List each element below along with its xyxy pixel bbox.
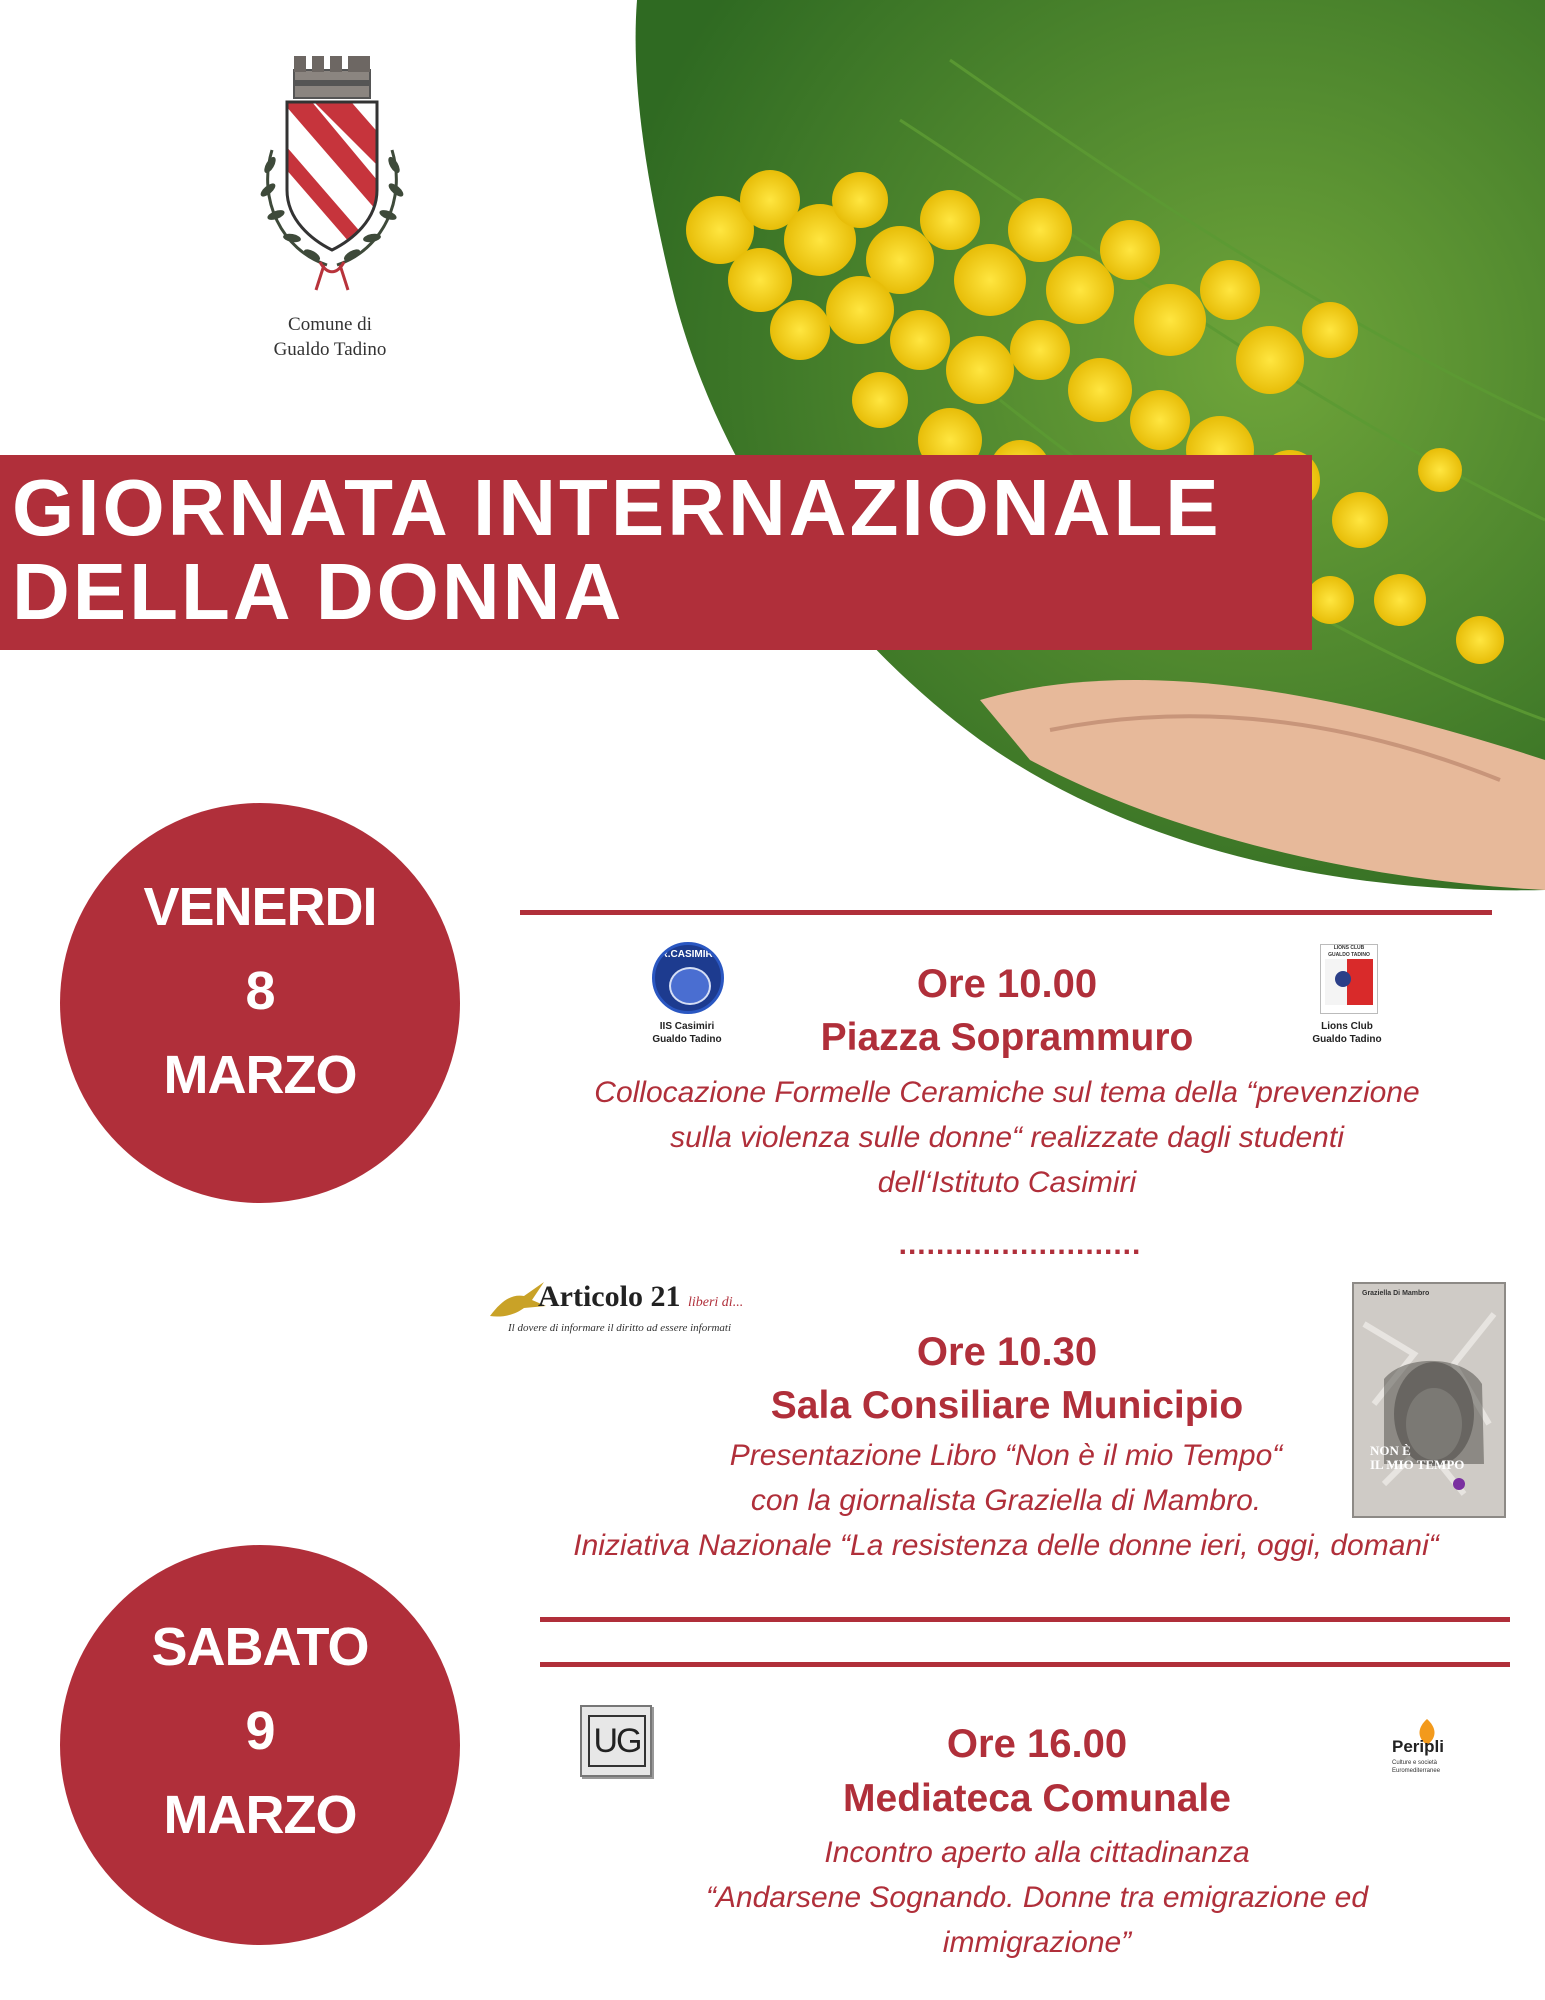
- event3-desc-line3: immigrazione”: [942, 1926, 1132, 1959]
- lions-emblem-icon: [1335, 971, 1351, 987]
- casimiri-caption-line2: Gualdo Tadino: [652, 1034, 722, 1045]
- date-badge-day1: [60, 803, 460, 1203]
- day1-weekday: VENERDI: [143, 877, 377, 937]
- peripli-sub1: Culture e società: [1392, 1760, 1438, 1766]
- divider-middle-1: [540, 1617, 1510, 1622]
- event2-place: Sala Consiliare Municipio: [770, 1384, 1244, 1427]
- lions-caption-line1: Lions Club: [1321, 1021, 1373, 1032]
- peripli-logo: [1388, 1725, 1478, 1779]
- date-badge-day2: [60, 1545, 460, 1945]
- event1-desc-line3: dell‘Istituto Casimiri: [877, 1166, 1137, 1199]
- articolo21-logo: [488, 1278, 758, 1338]
- event3-desc-line1: Incontro aperto alla cittadinanza: [824, 1836, 1250, 1869]
- title-line2: DELLA DONNA: [12, 547, 625, 636]
- lions-club-logo: [1320, 944, 1378, 1014]
- event2-desc-line3: Iniziativa Nazionale “La resistenza delle donne ieri, oggi, domani“: [573, 1529, 1439, 1562]
- book-author: Graziella Di Mambro: [1362, 1290, 1430, 1297]
- event1-desc-line2: sulla violenza sulle donne“ realizzate dagli studenti: [670, 1121, 1344, 1154]
- peripli-sub2: Euromediterranee: [1392, 1768, 1441, 1774]
- book-title-line2: IL MIO TEMPO: [1370, 1457, 1465, 1472]
- day1-day: 8: [245, 961, 275, 1021]
- event2-time: Ore 10.30: [916, 1330, 1098, 1374]
- articolo21-suffix: liberi di...: [687, 1295, 744, 1310]
- event3-place: Mediateca Comunale: [843, 1777, 1231, 1820]
- book-title-line1: NON È: [1370, 1443, 1411, 1458]
- day1-month: MARZO: [163, 1045, 357, 1105]
- lions-badge-line2: GUALDO TADINO: [1328, 952, 1370, 958]
- day2-weekday: SABATO: [151, 1617, 369, 1677]
- day2-month: MARZO: [163, 1785, 357, 1845]
- municipality-caption: [200, 312, 460, 362]
- ug-logo: [580, 1705, 652, 1777]
- event2-desc-line1: Presentazione Libro “Non è il mio Tempo“: [729, 1439, 1283, 1472]
- articolo21-name: Articolo 21: [538, 1280, 681, 1313]
- event1-desc-line1: Collocazione Formelle Ceramiche sul tema della “prevenzione: [594, 1076, 1420, 1109]
- title-line1: GIORNATA INTERNAZIONALE: [12, 463, 1222, 552]
- divider-top: [520, 910, 1492, 915]
- peripli-name: Peripli: [1392, 1737, 1444, 1756]
- event3-time: Ore 16.00: [946, 1722, 1128, 1766]
- event3-desc-line2: “Andarsene Sognando. Donne tra emigrazione ed: [705, 1881, 1369, 1914]
- lions-badge-text: [1321, 945, 1377, 959]
- event1-place: Piazza Soprammuro: [820, 1016, 1194, 1059]
- casimiri-caption-line1: IIS Casimiri: [659, 1021, 715, 1032]
- divider-middle-2: [540, 1662, 1510, 1667]
- municipality-line1: Comune di: [288, 314, 372, 335]
- municipal-crest-logo: [232, 50, 432, 300]
- municipality-line2: Gualdo Tadino: [273, 339, 387, 360]
- event2-desc-line2: con la giornalista Graziella di Mambro.: [750, 1484, 1262, 1517]
- event1-time: Ore 10.00: [916, 962, 1098, 1006]
- day2-day: 9: [245, 1701, 275, 1761]
- casimiri-logo-text: R.CASIMIRI: [660, 949, 716, 960]
- articolo21-tagline: Il dovere di informare il diritto ad essere informati: [508, 1322, 732, 1334]
- ug-logo-text: UG: [588, 1715, 646, 1767]
- title-banner: [0, 455, 1312, 650]
- lions-badge-line1: LIONS CLUB: [1333, 945, 1365, 951]
- lions-caption-line2: Gualdo Tadino: [1312, 1034, 1382, 1045]
- dotted-separator: ..........................: [898, 1228, 1142, 1261]
